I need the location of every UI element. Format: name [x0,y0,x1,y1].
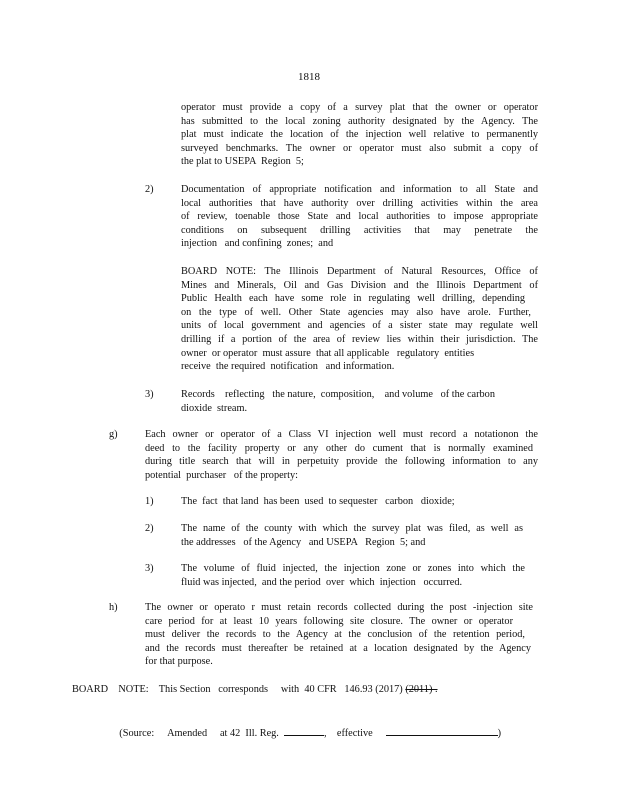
text-line: potential purchaser of the property: [145,469,298,481]
subitem-number: 1) [145,496,154,507]
struck-text: (2011) . [405,684,438,695]
text-line: drilling if a portion of the area of review lies within their jurisdiction. The [181,333,538,345]
text-line: fluid was injected, and the period over which injection occurred. [181,576,463,588]
text-line: care period for at least 10 years following site closure. The owner or operator [145,615,513,627]
subitem-paragraph [181,522,538,549]
text-line: and the records must thereafter be retained at a location designated by the Agency [145,642,531,654]
text-line: for that purpose. [145,656,213,668]
text-line: Mines and Minerals, Oil and Gas Division and the Illinois Department of [181,279,538,291]
text-line: on the type of well. Other State agencies may also have arole. Further, [181,306,531,318]
item-paragraph [145,428,538,482]
text-line: Documentation of appropriate notification and information to all State and [181,184,538,195]
text-line: owner or operator must assure that all applicable regulatory entities [181,347,475,359]
text-line: surveyed benchmarks. The owner or operator must also submit a copy of [181,142,538,154]
text-line: The owner or operato r must retain records collected during the post -injection site [145,602,533,613]
source-reg: at 42 Ill. Reg. [219,727,279,739]
text-line: plat must indicate the location of the injection well relative to permanently [181,129,538,141]
text-line: Records reflecting the nature, composition, and volume of the carbon [181,389,495,400]
text-line: injection and confining zones; and [181,238,334,250]
text-line: local authorities that have authority over drilling activities within the area [181,197,538,209]
text-line: Each owner or operator of a Class VI injection well must record a notationon the [145,429,538,440]
item-number: 2) [145,184,154,195]
subitem-paragraph [181,495,538,509]
text-line: conditions on subsequent drilling activities that may penetrate the [181,224,538,236]
text-line: operator must provide a copy of a survey plat that the owner or operator [181,102,538,113]
source-open: (Source: [119,727,155,739]
text-line: during title search that will in perpetuity provide the following information to any [145,456,538,468]
text-line: dioxide stream. [181,402,248,414]
item-number: 3) [145,389,154,400]
text-line: receive the required notification and information. [181,361,395,373]
subitem-paragraph [181,562,538,589]
source-close: ) [497,727,502,739]
source-line: (Source: Amended at 42 Ill. Reg. , effective ) [109,711,509,754]
text-line: The volume of fluid injected, the injection zone or zones into which the [181,563,525,574]
final-board-note [72,683,512,697]
text-line: must deliver the records to the Agency at the conclusion of the retention period, [145,629,525,641]
text-line: The name of the county with which the survey plat was filed, as well as [181,523,523,534]
source-effective: effective [336,727,373,739]
item-paragraph [145,601,538,669]
item-letter: h) [109,602,118,613]
text-line: units of local government and agencies of a sister state may regulate well [181,320,538,332]
text-line: the plat to USEPA Region 5; [181,156,304,168]
source-amended: Amended [167,727,208,739]
text-line: Public Health each have some role in regulating well drilling, depending [181,293,525,305]
item-letter: g) [109,429,118,440]
board-note-text: BOARD NOTE: This Section corresponds with 40 CFR 146.93 (2017) [72,684,403,695]
subitem-number: 3) [145,563,154,574]
effective-date-blank [386,725,498,736]
text-line: BOARD NOTE: The Illinois Department of Natural Resources, Office of [181,266,538,277]
register-page-blank [284,725,324,736]
text-line: The fact that land has been used to sequester carbon dioxide; [181,496,455,507]
text-line: deed to the facility property or any other do cument that is normally examined [145,442,533,454]
continuation-paragraph [181,101,538,169]
item-paragraph [181,388,538,415]
page-number: 1818 [298,71,320,83]
board-note-paragraph [181,265,538,374]
item-paragraph [181,183,538,251]
subitem-number: 2) [145,523,154,534]
text-line: the addresses of the Agency and USEPA Region 5; and [181,536,426,548]
text-line: has submitted to the local zoning authority designated by the Agency. The [181,115,538,127]
text-line: of review, toenable those State and local authorities to impose appropriate [181,211,538,223]
